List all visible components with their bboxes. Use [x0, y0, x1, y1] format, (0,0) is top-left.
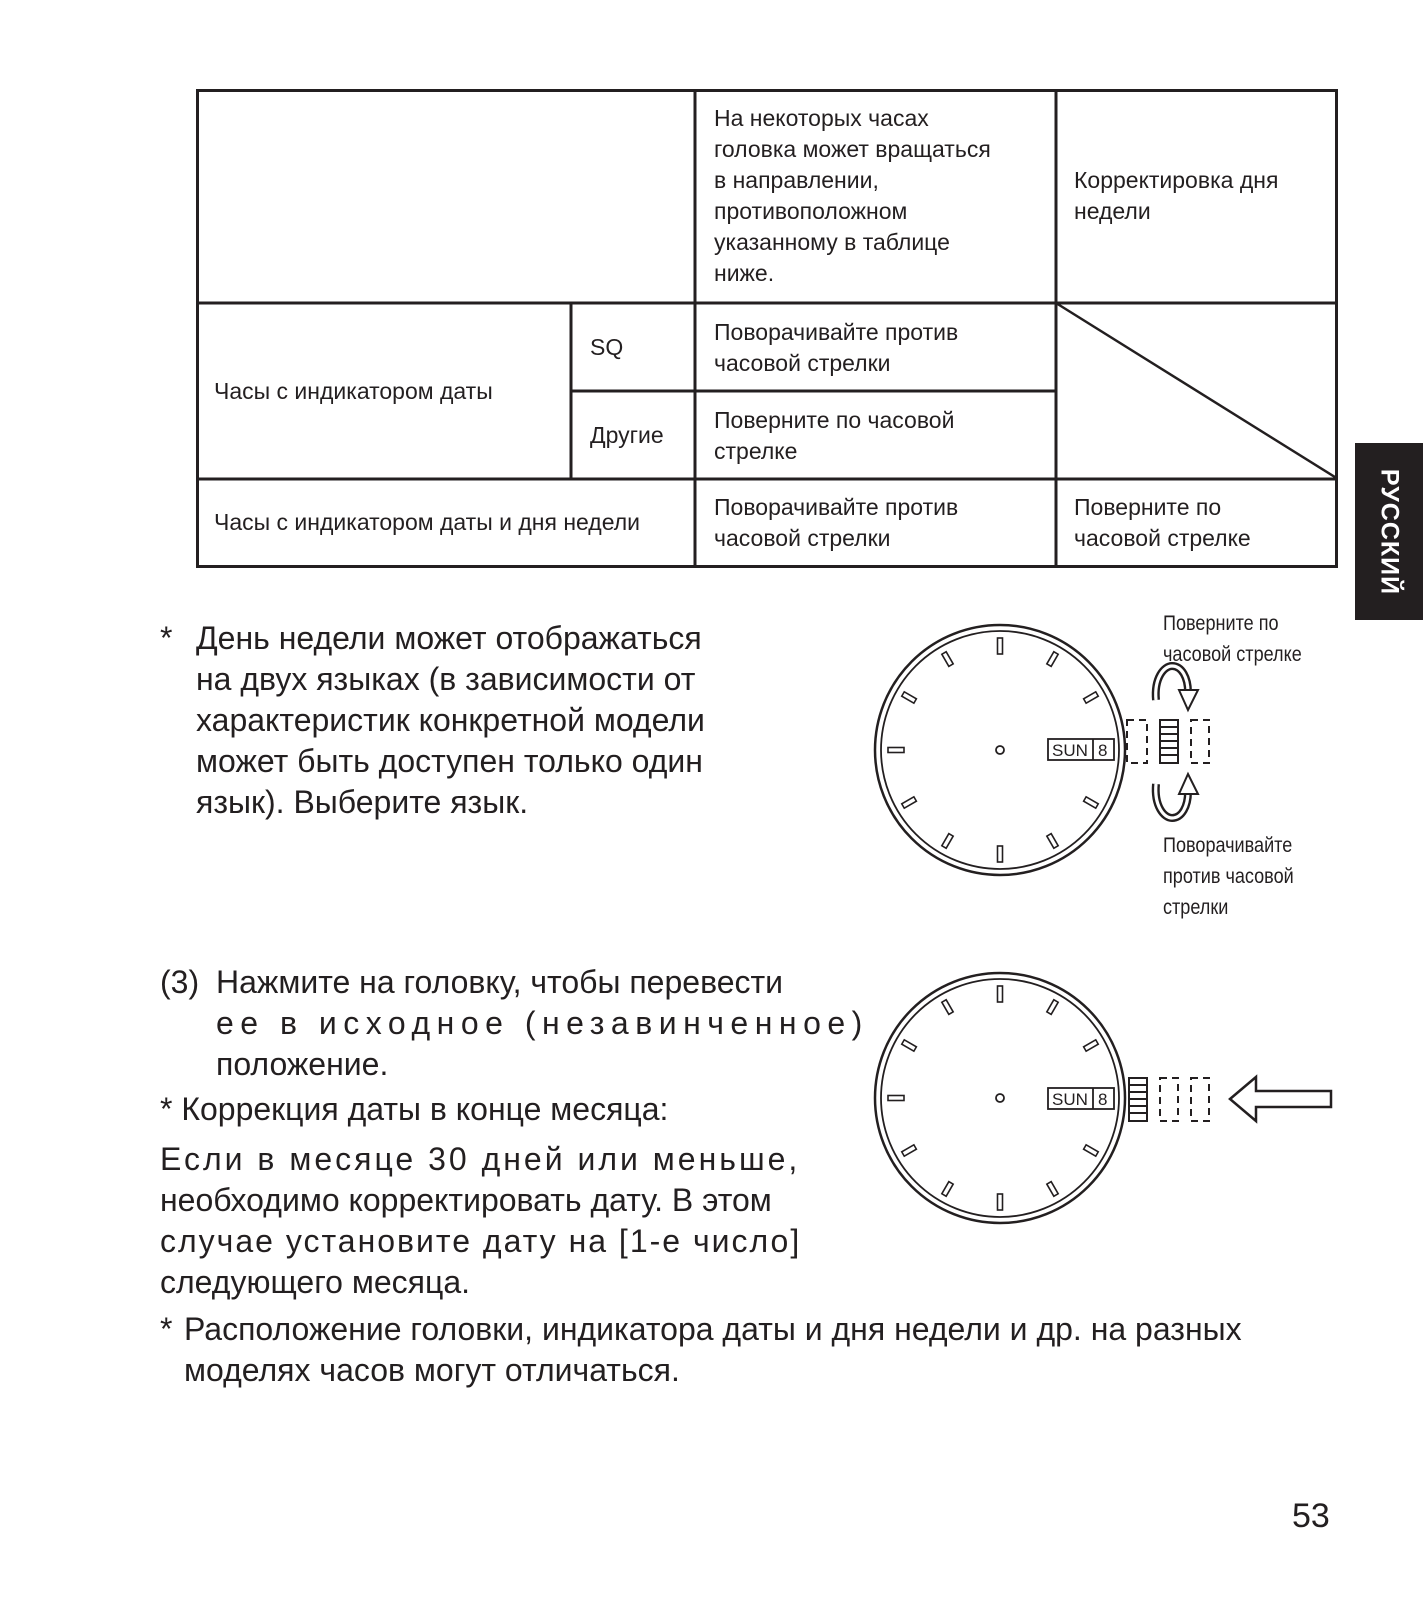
hour-marker — [1084, 1145, 1099, 1156]
hour-marker — [998, 986, 1003, 1002]
hour-marker — [888, 748, 904, 753]
hour-marker — [1047, 1000, 1058, 1015]
center-pin — [996, 746, 1004, 754]
crown-position-pushed-in — [1127, 720, 1147, 763]
crown-position-pulled-out — [1160, 720, 1178, 763]
watch-diagram-push-crown — [870, 968, 1340, 1228]
hour-marker — [902, 797, 917, 808]
empty-cell-diagonal — [1056, 303, 1338, 479]
counterclockwise-arrow-icon — [1156, 774, 1198, 818]
language-tab — [1355, 443, 1423, 620]
row-day-date-label: Часы с индикатором даты и дня недели — [214, 509, 641, 535]
watch-dial — [875, 625, 1125, 875]
hour-marker — [998, 1194, 1003, 1210]
row-date-label: Часы с индикатором даты — [214, 378, 493, 404]
table-header-day-correction: Корректировка дня недели — [1074, 167, 1279, 224]
hour-marker — [1084, 1040, 1099, 1051]
layout-note-text: Расположение головки, индикатора даты и дня недели и др. на разных моделях часов могут отличаться. — [184, 1311, 1242, 1388]
hour-marker — [902, 692, 917, 703]
hour-marker — [902, 1040, 917, 1051]
hour-marker — [942, 1182, 953, 1197]
clockwise-label: Поверните по часовой стрелке — [1163, 612, 1302, 666]
row-day-date-day-action: Поверните по часовой стрелке — [1074, 494, 1251, 551]
step3-text: Нажмите на головку, чтобы перевести ее в исходное (незавинченное) положение. — [216, 964, 869, 1082]
hour-marker — [1084, 797, 1099, 808]
center-pin — [996, 1094, 1004, 1102]
hour-marker — [942, 652, 953, 667]
crown-position-pulled-out — [1160, 1078, 1178, 1121]
row-date-other-action: Поверните по часовой стрелке — [714, 407, 955, 464]
watch-type-table — [196, 89, 1338, 568]
page-number: 53 — [1292, 1497, 1330, 1535]
date-display: 8 — [1098, 1090, 1108, 1109]
crown-position-further-out — [1191, 720, 1209, 763]
row-date-other-label: Другие — [590, 422, 664, 448]
hour-marker — [1047, 652, 1058, 667]
step3-number: (3) — [160, 964, 200, 1000]
row-day-date-date-action: Поворачивайте против часовой стрелки — [714, 494, 959, 551]
hour-marker — [1084, 692, 1099, 703]
month-end-text: Если в месяце 30 дней или меньше, необходимо корректировать дату. В этом случае установите дату на [1-е число] следующего месяца. — [160, 1141, 802, 1300]
clockwise-arrow-icon — [1156, 666, 1198, 710]
note-language-text: День недели может отображаться на двух языках (в зависимости от характеристик конкретной модели может быть доступен только один язык). Выберите язык. — [196, 620, 705, 820]
language-tab-label: РУССКИЙ — [1375, 468, 1404, 595]
day-date-window — [1048, 739, 1114, 760]
layout-note-marker: * — [160, 1311, 173, 1347]
crown-position-pushed-in — [1129, 1078, 1147, 1121]
hour-marker — [1047, 1182, 1058, 1197]
hour-marker — [942, 1000, 953, 1015]
counterclockwise-label: Поворачивайте против часовой стрелки — [1163, 834, 1294, 919]
date-display: 8 — [1098, 741, 1108, 760]
watch-dial — [875, 973, 1125, 1223]
hour-marker — [1047, 834, 1058, 849]
row-date-sq-label: SQ — [590, 334, 624, 360]
watch-diagram-crown-rotation — [870, 620, 1230, 880]
hour-marker — [998, 638, 1003, 654]
note-language-marker: * — [160, 620, 173, 656]
row-date-sq-action: Поворачивайте против часовой стрелки — [714, 319, 959, 376]
crown-position-further-out — [1191, 1078, 1209, 1121]
hour-marker — [998, 846, 1003, 862]
hour-marker — [902, 1145, 917, 1156]
day-date-window — [1048, 1088, 1114, 1109]
day-display: SUN — [1052, 1090, 1088, 1109]
hour-marker — [942, 834, 953, 849]
day-display: SUN — [1052, 741, 1088, 760]
push-arrow-icon — [1230, 1077, 1331, 1121]
hour-marker — [888, 1096, 904, 1101]
table-note-cell: На некоторых часах головка может вращаться в направлении, противоположном указанному в таблице ниже. — [714, 105, 991, 286]
month-end-heading: * Коррекция даты в конце месяца: — [160, 1091, 669, 1127]
